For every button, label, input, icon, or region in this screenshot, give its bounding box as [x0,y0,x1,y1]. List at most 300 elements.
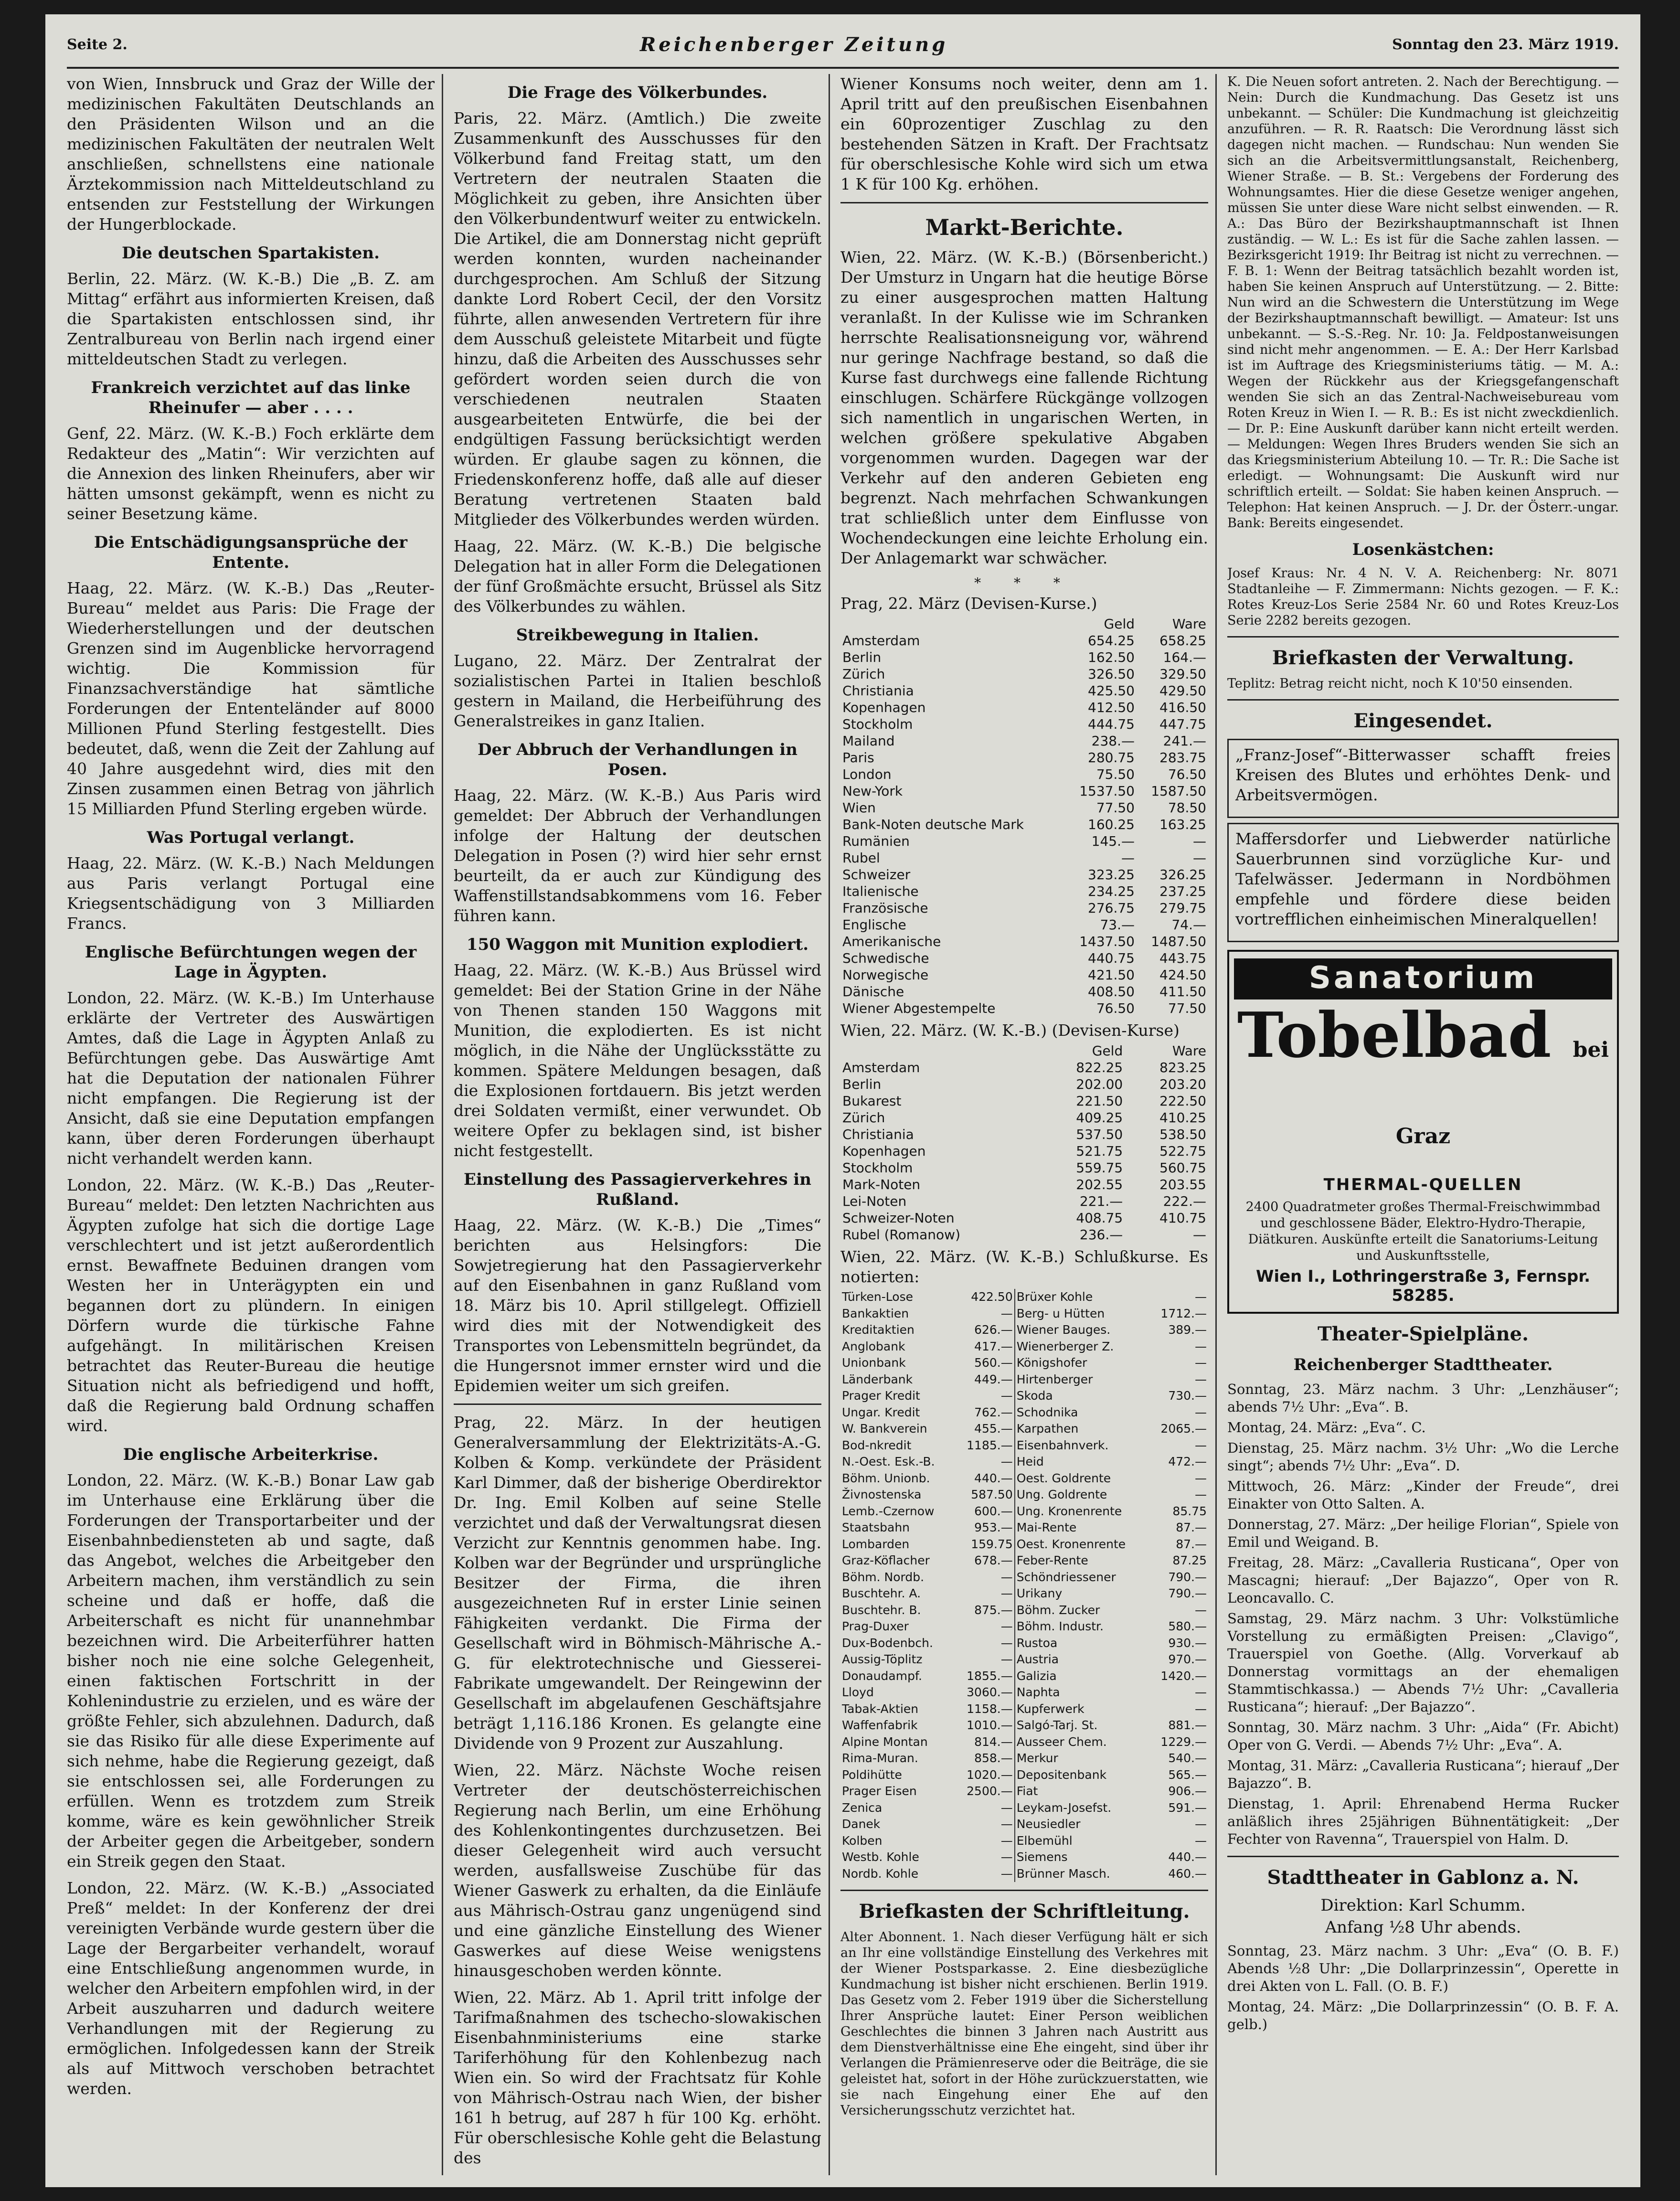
sanatorium-advertisement [1227,950,1619,1314]
stock-name: Karpathen [1015,1421,1149,1437]
stock-name: Unionbank [842,1356,906,1370]
stock-name: Anglobank [842,1339,905,1353]
gablonz-direction: Direktion: Karl Schumm. [1320,1896,1526,1915]
stock-name: Ausseer Chem. [1015,1734,1149,1751]
geld-value: 75.50 [1096,766,1135,782]
stock-price: — [1000,1817,1013,1831]
geld-value: 409.25 [1076,1110,1123,1126]
stock-name: Böhm. Nordb. [842,1570,925,1584]
table-row [840,766,1208,783]
geld-value: 238.— [1091,733,1135,749]
currency-name: Schwedische [842,950,929,966]
wien-devisen-table [840,1042,1208,1243]
table-row [840,1717,1208,1734]
stock-price: 565.— [1168,1767,1207,1782]
section-divider [454,1404,821,1405]
ware-value: 410.75 [1159,1210,1206,1226]
column-3 [840,74,1208,2175]
stock-name: Leykam-Josefst. [1015,1800,1149,1817]
prag-devisen-table [840,616,1208,1017]
stock-name: Eisenbahnverk. [1015,1437,1149,1454]
stock-name: Kolben [842,1833,883,1848]
geld-value: 559.75 [1076,1160,1123,1176]
ware-value: 560.75 [1159,1160,1206,1176]
article-kolben: Prag, 22. März. In der heutigen Generalversammlung der Elektrizitäts-A.-G. Kolben & Komp. verkündete der Präsident Karl Dimmer, daß der bisherige Oberdirektor Dr. Ing. Emil Kolben auf seine Stelle verzichtet und daß der Verwaltungsrat diesen Verzicht zur Kenntnis genommen habe. Ing. Kolben war der Begründer und ursprüngliche Besitzer der Firma, die ihren ausgezeichneten Ruf in erster Linie seinen Fähigkeiten verdankt. Die Firma der Gesellschaft wird in Böhmisch-Mährische A.-G. für elektrotechnische und Giesserei-Fabrikate umgewandelt. Der Reingewinn der Gesellschaft im abgelaufenen Geschäftsjahre beträgt 1,116.186 Kronen. Es gelangte eine Dividende von 9 Prozent zur Auszahlung. [454,1413,821,1753]
currency-name: Kopenhagen [842,1143,926,1159]
stock-price: 1020.— [967,1767,1013,1782]
geld-value: 1437.50 [1079,934,1135,949]
table-row [840,1454,1208,1470]
briefkasten-answers: K. Die Neuen sofort antreten. 2. Nach der Berechtigung. — Nein: Durch die Kundmachung. Das Gesetz ist uns unbekannt. — Schüler: Die Kundmachung ist gleichzeitig anzuführen. — R. R. Raatsch: Die Verordnung lässt sich dagegen nicht machen. — Rundschau: Nun wenden Sie sich an die Arbeitsvermittlungsanstalt, Reichenberg, Wiener Straße. — B. St.: Vergebens der Forderung des Wohnungsamtes. Hier die diese Gesetze weniger angehen, müssen Sie unter diese Ware nicht selbst einwenden. — R. A.: Das Büro der Bezirkshauptmannschaft ist Ihnen zuständig. — W. L.: Es ist für die Sache zahlen lassen. — Bezirksgericht 1919: Ihr Beitrag ist nicht zu verrechnen. — F. B. 1: Wenn der Beitrag tatsächlich bezahlt worden ist, haben Sie keinen Anspruch auf Unterstützung. — 2. Bitte: Nun wird an die Schwestern die Unterstützung im Wege der Bezirkshauptmannschaft bewilligt. — Amateur: Ist uns unbekannt. — S.-S.-Reg. Nr. 10: Ja. Feldpostanweisungen sind nicht mehr angenommen. — E. A.: Der Herr Karlsbad ist im Auftrage des Kriegsministeriums tätig. — M. A.: Wegen der Rückkehr aus der Kriegsgefangenschaft wenden Sie sich an das Zentral-Nachweisebureau vom Roten Kreuz in Wien I. — R. B.: Es ist nicht zweckdienlich. — Dr. P.: Eine Auskunft darüber kann nicht erteilt werden. — Meldungen: Wegen Ihres Bruders wenden Sie sich an das Kriegsministerium Abteilung 10. — Tr. R.: Die Sache ist erledigt. — Wohnungsamt: Die Auskunft wird nur schriftlich erteilt. — Soldat: Sie haben keinen Anspruch. — Telephon: Hat keinen Anspruch. — J. Dr. der Österr.-ungar. Bank: Bereits eingesendet. [1227,74,1619,531]
headline-aegypten: Englische Befürchtungen wegen der Lage in Ägypten. [85,943,417,982]
table-row [840,1404,1208,1421]
currency-name: Dänische [842,984,904,999]
stock-price: 1185.— [967,1438,1013,1452]
stock-name: Aussig-Töplitz [842,1652,923,1666]
column-header-ware: Ware [1172,616,1206,632]
article-aegypten-2: London, 22. März. (W. K.-B.) Das „Reuter-Bureau“ meldet: Den letzten Nachrichten aus Ägypten zufolge hat sich die dortige Lage verschlechtert und ist jetzt außerordentlich ernst. Bewaffnete Beduinen drangen vom Westen her in Unterägypten ein und begannen dort zu plündern. In einigen Dörfern wurde die türkische Fahne aufgehängt. In militärischen Kreisen betrachtet das Reuter-Bureau die heutige Situation nicht als befriedigend und hofft, daß die Regierung bald Ordnung schaffen wird. [67,1176,435,1435]
ware-value: 658.25 [1159,633,1206,649]
headline-briefkasten-verwaltung: Briefkasten der Verwaltung. [1272,647,1574,669]
stock-name: Urikany [1015,1585,1149,1602]
program-entry: Montag, 24. März: „Die Dollarprinzessin“ (O. B. F. A. gelb.) [1227,1999,1619,2032]
stock-price: 730.— [1168,1389,1207,1403]
stock-name: Merkur [1015,1750,1149,1767]
stock-name: Zenica [842,1800,883,1815]
table-row [840,1750,1208,1767]
stock-price: — [1195,1405,1207,1419]
geld-value: 521.75 [1076,1143,1123,1159]
schlusskurse-table [840,1289,1208,1882]
eingesendet-box [1227,739,1619,818]
stock-price: — [1195,1438,1207,1452]
ware-value: 538.50 [1159,1127,1206,1142]
ware-value: 326.25 [1159,867,1206,883]
section-divider [1227,636,1619,638]
stock-price: 953.— [974,1520,1013,1534]
table-row [840,1503,1208,1520]
stock-price: — [1000,1306,1013,1320]
stock-price: 1158.— [967,1701,1013,1716]
stock-name: Königshofer [1015,1355,1149,1372]
currency-name: Schweizer-Noten [842,1210,955,1226]
currency-name: Berlin [842,1076,882,1092]
ware-value: 447.75 [1159,716,1206,732]
stock-price: 591.— [1168,1800,1207,1815]
stock-name: Poldihütte [842,1767,902,1782]
stock-name: Hirtenberger [1015,1372,1149,1388]
currency-name: Zürich [842,1110,885,1126]
stock-name: Heid [1015,1454,1149,1470]
stock-price: 881.— [1168,1718,1207,1732]
stock-price: — [1195,1833,1207,1848]
stock-price: — [1000,1800,1013,1815]
program-entry: Freitag, 28. März: „Cavalleria Rusticana“, Oper von Mascagni; hierauf: „Der Bajazzo“, Oper von R. Leoncavallo. C. [1227,1554,1619,1606]
table-row [840,1585,1208,1602]
table-row [840,1569,1208,1586]
table-row [840,1849,1208,1866]
stock-name: Alpine Montan [842,1734,928,1749]
table-row [840,1372,1208,1388]
program-entry: Samstag, 29. März nachm. 3 Uhr: Volkstümliche Vorstellung zu ermäßigten Preisen: „Clavigo“, Trauerspiel von Goethe. (Allg. Vorverkauf ab Donnerstag vormittags an der ehemaligen Stammtischkassa.) — Abends 7½ Uhr: „Cavalleria Rusticana“; hierauf: „Der Bajazzo“. [1227,1610,1619,1715]
currency-name: London [842,766,892,782]
section-divider [840,1890,1208,1891]
table-row [840,1635,1208,1652]
ad-name-suffix: bei Graz [1395,1038,1609,1148]
stock-price: — [1000,1455,1013,1468]
table-row [840,1602,1208,1619]
geld-value: 76.50 [1096,1000,1135,1016]
currency-name: New-York [842,783,903,799]
currency-name: Wiener Abgestempelte [842,1000,996,1016]
headline-losenkaestchen: Losenkästchen: [1352,540,1494,559]
program-entry: Donnerstag, 27. März: „Der heilige Florian“, Spiele von Emil und Weigand. B. [1227,1516,1619,1550]
stock-name: Böhm. Industr. [1015,1618,1149,1635]
eingesendet-sauerbrunnen: Maffersdorfer und Liebwerder natürliche Sauerbrunnen sind vorzügliche Kur- und Tafelwässer. Jedermann in Nordböhmen empfehle und fördere diese beiden vortrefflichen einheimischen Mineralquellen! [1235,829,1611,928]
stock-price: — [1195,1356,1207,1370]
stock-price: — [1195,1685,1207,1699]
currency-name: Französische [842,900,928,916]
section-divider [1227,699,1619,701]
headline-posen: Der Abbruch der Verhandlungen in Posen. [478,740,797,779]
stock-name: Schodnika [1015,1404,1149,1421]
stock-name: Rustoa [1015,1635,1149,1652]
ad-name [1234,999,1612,1172]
stock-name: Austria [1015,1651,1149,1668]
table-row [840,1176,1208,1193]
currency-name: Amsterdam [842,1060,920,1075]
stock-price: — [1195,1372,1207,1386]
table-row [840,983,1208,1000]
geld-value: 326.50 [1088,666,1135,682]
ware-value: 329.50 [1159,666,1206,682]
stock-price: 626.— [974,1323,1013,1337]
table-row [840,1487,1208,1503]
program-entry: Dienstag, 25. März nachm. 3½ Uhr: „Wo die Lerche singt“; abends 7½ Uhr: „Eva“. D. [1227,1440,1619,1474]
stock-price: 600.— [974,1504,1013,1518]
ware-value: 1587.50 [1151,783,1206,799]
geld-value: 160.25 [1088,817,1135,832]
article-entschaedigung: Haag, 22. März. (W. K.-B.) Das „Reuter-Bureau“ meldet aus Paris: Die Frage der Wiederherstellungen und der deutschen Grenzen sind im Augenblicke hervorragend wichtig. Die Kommission für Finanzsachverständige hat sämtliche Forderungen der Ententeländer auf 8000 Millionen Pfund Sterling festgestellt. Dies bedeutet, daß, wenn die Zeit der Zahlung auf 40 Jahre ausgedehnt wird, dies mit den Zinsen zusammen einen Betrag von jährlich 15 Milliarden Pfund Sterling ergeben würde. [67,579,435,818]
column-rule [829,74,830,2175]
headline-munition: 150 Waggon mit Munition explodiert. [466,935,809,954]
table-row [840,1520,1208,1536]
column-1 [67,74,435,2175]
article-streik-italien: Lugano, 22. März. Der Zentralrat der sozialistischen Partei in Italien beschloß gestern in Mailand, die Herbeiführung des Generalstreikes in ganz Italien. [454,651,821,730]
article-posen: Haag, 22. März. (W. K.-B.) Aus Paris wird gemeldet: Der Abbruch der Verhandlungen infolge der Haltung der deutschen Delegation in Posen (?) wird hier sehr ernst beurteilt, da er auch zur Kündigung des Waffenstillstandsabkommens vom 16. Feber führen kann. [454,786,821,925]
program-entry: Sonntag, 23. März nachm. 3 Uhr: „Eva“ (O. B. F.) Abends ½8 Uhr: „Die Dollarprinzessin“, Operette in drei Akten von L. Fall. (O. B. F.) [1227,1943,1619,1994]
ware-value: 74.— [1171,917,1206,933]
stock-price: — [1000,1619,1013,1633]
currency-name: Zürich [842,666,885,682]
stock-name: Schöndriessener [1015,1569,1149,1586]
ware-value: — [1193,1227,1206,1243]
table-row [840,1734,1208,1751]
stock-name: Oest. Kronenrente [1015,1536,1149,1553]
article-munition: Haag, 22. März. (W. K.-B.) Aus Brüssel wird gemeldet: Bei der Station Grine in der Nähe von Thenen standen 150 Waggons mit Munition, die explodierten. Es ist nicht möglich, in die Nähe der Unglücksstätte zu kommen. Spätere Meldungen besagen, daß die Explosionen fortdauern. Bis jetzt werden drei Soldaten vermißt, einer verwundet. Ob weitere Opfer zu beklagen sind, ist bisher nicht festgestellt. [454,961,821,1160]
stock-price: 422.50 [971,1290,1013,1304]
currency-name: Italienische [842,883,919,899]
stock-price: 678.— [974,1553,1013,1567]
ware-value: 522.75 [1159,1143,1206,1159]
stock-price: — [1195,1817,1207,1831]
stock-name: Danek [842,1817,881,1831]
headline-eingesendet: Eingesendet. [1353,710,1493,732]
table-row [840,1668,1208,1685]
stock-name: Buschtehr. B. [842,1603,921,1617]
section-divider [840,202,1208,203]
ware-value: 429.50 [1159,683,1206,699]
stock-name: Dux-Bodenbch. [842,1636,933,1650]
geld-value: 234.25 [1088,883,1135,899]
article-continued: Wiener Konsums noch weiter, denn am 1. April tritt auf den preußischen Eisenbahnen ein 60prozentiger Zuschlag zu den bestehenden Sätzen in Kraft. Der Frachtsatz für oberschlesische Kohle wird sich um etwa 1 K für 100 Kg. erhöhen. [840,74,1208,193]
stock-name: W. Bankverein [842,1422,927,1435]
stock-price: — [1000,1389,1013,1403]
ware-value: — [1193,833,1206,849]
ad-subtitle: THERMAL-QUELLEN [1323,1175,1523,1194]
table-row [840,1109,1208,1126]
stock-price: 449.— [974,1372,1013,1386]
stock-price: 858.— [974,1751,1013,1765]
stock-price: 790.— [1168,1586,1207,1600]
headline-briefkasten-schriftleitung: Briefkasten der Schriftleitung. [859,1900,1190,1923]
stock-price: — [1000,1652,1013,1666]
currency-name: Paris [842,750,874,766]
headline-gablonz: Stadttheater in Gablonz a. N. [1267,1866,1579,1889]
ware-value: 1487.50 [1151,934,1206,949]
article-voelkerbund-2: Haag, 22. März. (W. K.-B.) Die belgische Delegation hat in aller Form die Delegationen der fünf Großmächte ersucht, Brüssel als Sitz des Völkerbundes zu wählen. [454,537,821,616]
losenkaestchen-text: Josef Kraus: Nr. 4 N. V. A. Reichenberg: Nr. 8071 Stadtanleihe — F. Zimmermann: Nichts gezogen. — F. K.: Rotes Kreuz-Los Serie 2584 Nr. 60 und Rotes Kreuz-Los Serie 2282 bereits gezogen. [1227,566,1619,628]
stock-price: — [1000,1833,1013,1848]
currency-name: Rubel [842,850,880,866]
stock-name: Salgó-Tarj. St. [1015,1717,1149,1734]
stock-name: Živnostenska [842,1488,922,1501]
table-row [840,1833,1208,1850]
stock-price: — [1000,1850,1013,1864]
table-row [840,950,1208,967]
ad-name-main: Tobelbad [1237,999,1552,1072]
stock-price: 460.— [1168,1866,1207,1881]
stock-name: Lombarden [842,1537,910,1551]
table-row [840,1322,1208,1339]
currency-name: Rumänien [842,833,910,849]
ware-value: 443.75 [1159,950,1206,966]
stock-price: 440.— [1168,1850,1207,1864]
currency-name: Englische [842,917,906,933]
article-aegypten: London, 22. März. (W. K.-B.) Im Unterhause erklärte der Vertreter des Auswärtigen Amtes, daß die Lage in Ägypten Anlaß zu Befürchtungen gebe. Das Auswärtige Amt hat die Deputation der nationalen Führer nicht empfangen. Die Regierung ist der Ansicht, daß sie eine Deputation empfangen kann, über deren Forderungen überhaupt nicht verhandelt werden kann. [67,989,435,1168]
stock-name: Prager Kredit [842,1389,920,1403]
stock-name: Fiat [1015,1783,1149,1800]
table-row [840,1193,1208,1210]
ware-value: 823.25 [1159,1060,1206,1075]
geld-value: 236.— [1079,1227,1123,1243]
geld-value: 440.75 [1088,950,1135,966]
ware-value: 424.50 [1159,967,1206,983]
geld-value: 323.25 [1088,867,1135,883]
page-number: Seite 2. [67,36,128,53]
headline-arbeiterkrise: Die englische Arbeiterkrise. [123,1445,379,1464]
headline-spartakisten: Die deutschen Spartakisten. [122,244,380,263]
table-row [840,1783,1208,1800]
article-tariferhoehung: Wien, 22. März. Ab 1. April tritt infolge der Tarifmaßnahmen des tschecho-slowakischen Eisenbahnministeriums eine starke Tariferhöhung für den Kohlenbezug nach Wien ein. So wird der Frachtsatz für Kohle von Mährisch-Ostrau nach Wien, der bisher 161 h betrug, auf 287 h für 100 Kg. erhöht. Für oberschlesische Kohle geht die Belastung des [454,1988,821,2167]
ware-value: 237.25 [1159,883,1206,899]
table-row [840,967,1208,983]
stock-price: 970.— [1168,1652,1207,1666]
stock-name: Ung. Kronenrente [1015,1503,1149,1520]
stock-price: 1855.— [967,1669,1013,1683]
ware-value: 222.50 [1159,1093,1206,1109]
stock-price: 455.— [974,1422,1013,1435]
stock-name: Prag-Duxer [842,1619,909,1633]
currency-name: Christiania [842,683,914,699]
table-row [840,1210,1208,1226]
stock-name: Feber-Rente [1015,1552,1149,1569]
table-row [840,1339,1208,1355]
geld-value: 73.— [1100,917,1135,933]
program-entry: Mittwoch, 26. März: „Kinder der Freude“, drei Einakter von Otto Salten. A. [1227,1478,1619,1512]
program-entry: Montag, 31. März: „Cavalleria Rusticana“; hierauf „Der Bajazzo“. B. [1227,1757,1619,1791]
newspaper-title: Reichenberger Zeitung [640,33,948,56]
table-row [840,816,1208,833]
stock-price: 87.25 [1172,1553,1207,1567]
stock-price: — [1000,1586,1013,1600]
table-row [840,1816,1208,1833]
stock-price: 540.— [1168,1751,1207,1765]
table-row [840,733,1208,749]
geld-value: 822.25 [1076,1060,1123,1075]
stock-name: Graz-Köflacher [842,1553,930,1567]
stock-name: Böhm. Zucker [1015,1602,1149,1619]
headline-portugal: Was Portugal verlangt. [147,828,355,847]
geld-value: 145.— [1091,833,1135,849]
geld-value: 276.75 [1088,900,1135,916]
stock-name: N.-Oest. Esk.-B. [842,1455,935,1468]
ad-body: 2400 Quadratmeter großes Thermal-Freischwimmbad und geschlossene Bäder, Elektro-Hydro-Therapie, Diätkuren. Auskünfte erteilt die Sanatoriums-Leitung und Auskunftsstelle, [1245,1200,1601,1263]
stock-name: Mai-Rente [1015,1520,1149,1536]
ware-value: — [1193,850,1206,866]
geld-value: 221.50 [1076,1093,1123,1109]
stock-name: Brünner Masch. [1015,1866,1149,1882]
geld-value: 1537.50 [1079,783,1135,799]
ware-value: 78.50 [1168,800,1206,816]
stock-name: Skoda [1015,1388,1149,1404]
briefkasten-verwaltung-text: Teplitz: Betrag reicht nicht, noch K 10'50 einsenden. [1227,676,1573,691]
stock-price: 87.— [1176,1520,1207,1534]
table-row [840,1143,1208,1159]
table-row [840,1437,1208,1454]
stock-price: 2500.— [967,1784,1013,1798]
table-row [840,1651,1208,1668]
stock-price: 580.— [1168,1619,1207,1633]
stock-price: 1229.— [1160,1734,1207,1749]
issue-date: Sonntag den 23. März 1919. [1392,36,1619,53]
reichenberg-program [1227,1381,1619,1848]
currency-name: Wien [842,800,876,816]
table-row [840,900,1208,916]
currency-name: Berlin [842,649,882,665]
stock-name: Kreditaktien [842,1323,914,1337]
article-arbeiterkrise: London, 22. März. (W. K.-B.) Bonar Law gab im Unterhause eine Erklärung über die Forderungen der Transportarbeiter und der Eisenbahnbediensteten ab und sagte, daß das Angebot, welches die Arbeitgeber den Arbeitern machen, ihm verständlich zu sein scheine und daß er hoffe, daß die Arbeiterschaft es nicht für unannehmbar bezeichnen wird. Die Arbeiterführer hatten bisher noch nie eine solche Gelegenheit, einen faktischen Fortschritt in der Kohlenindustrie zu erzielen, und es wäre der größte Fehler, sich abzulehnen. Dadurch, daß sie das Risiko für alle diese Experimente auf sich nehme, habe die Regierung gezeigt, daß sie entschlossen sei, alle Forderungen zu erfüllen. Wenn es trotzdem zum Streik komme, wäre es kein gewöhnlicher Streik der Arbeiter gegen die Arbeitgeber, sondern ein Streik gegen den Staat. [67,1471,435,1871]
stock-name: Wienerberger Z. [1015,1339,1149,1355]
geld-value: 408.75 [1076,1210,1123,1226]
stock-name: Tabak-Aktien [842,1701,919,1716]
stock-name: Ungar. Kredit [842,1405,920,1419]
geld-value: 654.25 [1088,633,1135,649]
table-header-row [840,1042,1208,1059]
stock-name: Berg- u Hütten [1015,1306,1149,1322]
table-row [840,1388,1208,1404]
headline-rheinufer: Frankreich verzichtet auf das linke Rheinufer — aber . . . . [91,378,411,417]
program-entry: Montag, 24. März: „Eva“. C. [1227,1419,1426,1435]
stock-price: 417.— [974,1339,1013,1353]
stock-name: Neusiedler [1015,1816,1149,1833]
table-row [840,833,1208,850]
column-header-ware: Ware [1172,1043,1206,1059]
ware-value: 77.50 [1168,1000,1206,1016]
currency-name: Kopenhagen [842,700,926,715]
stock-price: 1712.— [1160,1306,1207,1320]
column-header-geld: Geld [1092,1043,1123,1059]
table-row [840,1126,1208,1143]
table-row [840,682,1208,699]
table-row [840,1093,1208,1109]
stock-name: Lemb.-Czernow [842,1504,935,1518]
stock-name: Bod-nkredit [842,1438,912,1452]
currency-name: Norwegische [842,967,929,983]
table-row [840,1159,1208,1176]
ware-value: 203.20 [1159,1076,1206,1092]
ware-value: 283.75 [1159,750,1206,766]
ware-value: 411.50 [1159,984,1206,999]
stock-price: 762.— [974,1405,1013,1419]
geld-value: 202.00 [1076,1076,1123,1092]
headline-marktberichte: Markt-Berichte. [925,214,1124,240]
stock-price: 814.— [974,1734,1013,1749]
currency-name: Schweizer [842,867,911,883]
stock-name: Staatsbahn [842,1520,910,1534]
geld-value: 77.50 [1096,800,1135,816]
table-row [840,783,1208,799]
table-row [840,1618,1208,1635]
stock-price: — [1195,1290,1207,1304]
ware-value: 203.55 [1159,1177,1206,1192]
table-row [840,1355,1208,1372]
table-row [840,1552,1208,1569]
ware-value: 76.50 [1168,766,1206,782]
headline-voelkerbund: Die Frage des Völkerbundes. [507,83,768,102]
table-row [840,1076,1208,1093]
stock-name: Buschtehr. A. [842,1586,921,1600]
stock-name: Oest. Goldrente [1015,1470,1149,1487]
section-divider [1227,1856,1619,1857]
table-row [840,1059,1208,1076]
table-row [840,883,1208,900]
ware-value: 279.75 [1159,900,1206,916]
program-entry: Sonntag, 23. März nachm. 3 Uhr: „Lenzhäuser“; abends 7½ Uhr: „Eva“. B. [1227,1381,1619,1415]
table-row [840,699,1208,716]
stock-name: Böhm. Unionb. [842,1471,930,1485]
schlusskurse-heading: Wien, 22. März. (W. K.-B.) Schlußkurse. Es notierten: [840,1247,1208,1286]
geld-value: — [1121,850,1135,866]
ware-value: 222.— [1163,1193,1206,1209]
eingesendet-bitterwasser: „Franz-Josef“-Bitterwasser schafft freies Kreisen des Blutes und erhöhtes Denk- und Arbeitsvermögen. [1235,745,1611,804]
stock-name: Galizia [1015,1668,1149,1685]
geld-value: 421.50 [1088,967,1135,983]
table-row [840,850,1208,866]
stock-name: Kupferwerk [1015,1701,1149,1718]
currency-name: Amerikanische [842,934,941,949]
geld-value: 412.50 [1088,700,1135,715]
